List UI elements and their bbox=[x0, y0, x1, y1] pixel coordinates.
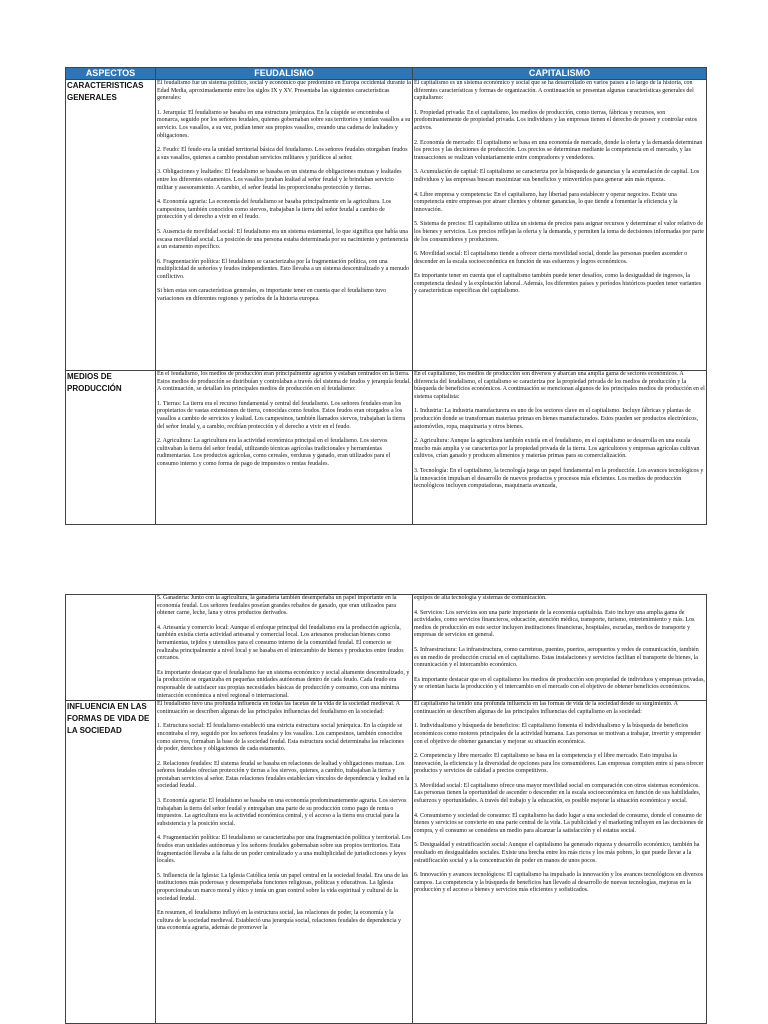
paragraph: 5. Ganadería: Junto con la agricultura, la ganadería también desempeñaba un papel importante en la economía feudal. Los señores feudales poseían grandes rebaños de ganado, que eran utilizados para obtener carne, leche, lana y otros productos derivados. bbox=[157, 595, 397, 617]
row-medios-continued bbox=[66, 595, 707, 701]
paragraph: 2. Relaciones feudales: El sistema feudal se basaba en relaciones de lealtad y obligaciones mutuas. Los señores feudales ofrecían protección y tierras a los siervos, quienes, a cambio, trabajaban la tierra y prestaban servicios al señor. Estas relaciones feudales establecían vínculos de dependencia y lealtad en la sociedad feudal. bbox=[157, 760, 410, 790]
paragraph: 2. Competencia y libre mercado: El capitalismo se basa en la competencia y el libre mercado. Esto impulsa la innovación, la eficiencia y la diversidad de opciones para los consumidores. Las empresas compiten entre sí para ofrecer productos y servicios de calidad a precios competitivos. bbox=[414, 753, 704, 775]
cell-influencia-capitalismo bbox=[413, 701, 707, 1024]
paragraph: En resumen, el feudalismo influyó en la estructura social, las relaciones de poder, la economía y la cultura de la sociedad medieval. Estableció una jerarquía social, relaciones feudales de dependencia y una economía agraria, además de promover la bbox=[157, 910, 402, 932]
aspect-label-caracteristicas: CARACTERISTICAS GENERALES bbox=[66, 80, 156, 371]
row-medios bbox=[66, 371, 707, 525]
paragraph: 5. Sistema de precios: El capitalismo utiliza un sistema de precios para asignar recursos y determinar el valor relativo de los bienes y servicios. Los precios reflejan la oferta y la demanda, y permiten la toma de decisiones informadas por parte de los consumidores y productores. bbox=[414, 221, 704, 243]
paragraph: 3. Acumulación de capital: El capitalismo se caracteriza por la búsqueda de ganancias y la acumulación de capital. Los individuos y las empresas buscan maximizar sus beneficios y reinvertirlos para generar aún más riqueza. bbox=[414, 169, 700, 183]
cell-medios-feudalismo bbox=[156, 371, 413, 525]
comparison-table-page-1 bbox=[65, 67, 707, 525]
paragraph: El feudalismo tuvo una profunda influencia en todas las facetas de la vida de la sociedad medieval. A continuación se describen algunas de las principales influencias del feudalismo en la sociedad: bbox=[157, 701, 400, 715]
paragraph: 4. Fragmentación política: El feudalismo se caracterizaba por una fragmentación política y territorial. Los feudos eran unidades autónomas y los señores feudales gobernaban sobre sus propios territorios. Esta fragmentación llevaba a la falta de un poder centralizado y a una multiplicidad de jurisdicciones y leyes locales. bbox=[157, 835, 411, 865]
paragraph: 6. Innovación y avances tecnológicos: El capitalismo ha impulsado la innovación y los avances tecnológicos en diversos campos. La competencia y la búsqueda de beneficios han llevado al desarrollo de nuevas tecnologías, mejoras en la producción y el acceso a bienes y servicios más eficientes y sofisticados. bbox=[414, 872, 704, 894]
row-influencia bbox=[66, 701, 707, 1024]
header-feudalismo: FEUDALISMO bbox=[156, 68, 413, 80]
paragraph: 4. Libre empresa y competencia: En el capitalismo, hay libertad para establecer y operar negocios. Existe una competencia entre empresas por atraer clientes y obtener ganancias, lo que tiende a fomentar la eficiencia y la innovación. bbox=[414, 191, 678, 213]
aspect-label-medios: MEDIOS DE PRODUCCIÓN bbox=[66, 371, 156, 525]
paragraph: 5. Desigualdad y estratificación social: Aunque el capitalismo ha generado riqueza y desarrollo económico, también ha resultado en desigualdades sociales. Existe una brecha entre los más ricos y los más pobres, lo que puede llevar a la estratificación social y a la concentración de poder en manos de unos pocos. bbox=[414, 842, 700, 864]
aspect-label-influencia: INFLUENCIA EN LAS FORMAS DE VIDA DE LA SOCIEDAD bbox=[66, 701, 156, 1024]
aspect-label-medios-continued bbox=[66, 595, 156, 701]
paragraph: 4. Servicios: Los servicios son una parte importante de la economía capitalista. Esto incluye una amplia gama de actividades, como servicios financieros, educación, atención médica, transporte, turismo, entretenimiento y más. Los medios de producción en este sector incluyen instituciones financieras, hospitales, escuelas, medios de transporte y empresas de servicios en general. bbox=[414, 609, 695, 639]
paragraph: 4. Artesanía y comercio local: Aunque el enfoque principal del feudalismo era la producción agrícola, también existía cierta actividad artesanal y comercial local. Los artesanos producían bienes como herramientas, tejidos y utensilios para el consumo interno de la comunidad feudal. El comercio se realizaba principalmente a nivel local y se basaba en el intercambio de bienes y productos entre feudos cercanos. bbox=[157, 624, 404, 662]
paragraph: Es importante destacar que el feudalismo fue un sistema económico y social altamente descentralizado, y la producción se organizaba en pequeñas unidades autónomas dentro de cada feudo. Cada feudo era responsable de satisfacer sus propias necesidades básicas de producción y consumo, con una mínima interacción económica a nivel regional o internacional. bbox=[157, 669, 410, 699]
row-caracteristicas bbox=[66, 80, 707, 371]
paragraph: 1. Individualismo y búsqueda de beneficios: El capitalismo fomenta el individualismo y la búsqueda de beneficios económicos como motores principales de la actividad humana. Las personas se motivan a trabajar, invertir y emprender con el objetivo de obtener ganancias y mejorar su situación económica. bbox=[414, 723, 701, 745]
cell-medios-cont-capitalismo bbox=[413, 595, 707, 701]
paragraph: El capitalismo es un sistema económico y social que se ha desarrollado en varios países a lo largo de la historia, con diferentes características y formas de organización. A continuación se presentan algunas características generales del capitalismo: bbox=[414, 80, 694, 102]
paragraph: 1. Tierras: La tierra era el recurso fundamental y central del feudalismo. Los señores feudales eran los propietarios de vastas extensiones de tierra, conocidas como feudos. Estos feudos eran otorgados a los vasallos a cambio de servicios y lealtad. Los campesinos, también llamados siervos, trabajaban la tierra del señor feudal y, a cambio, recibían protección y el derecho a vivir en el feudo. bbox=[157, 400, 406, 430]
paragraph: En el capitalismo, los medios de producción son diversos y abarcan una amplia gama de sectores económicos. A diferencia del feudalismo, el capitalismo se caracteriza por la propiedad privada de los medios de producción y la búsqueda de beneficios económicos. A continuación se mencionan algunos de los principales medios de producción en el sistema capitalista: bbox=[414, 371, 705, 400]
paragraph: Es importante destacar que en el capitalismo los medios de producción son propiedad de individuos y empresas privadas, y se orientan hacia la producción y el intercambio en el mercado con el objetivo de obtener beneficios económicos. bbox=[414, 676, 705, 691]
paragraph: Es importante tener en cuenta que el capitalismo también puede tener desafíos, como la desigualdad de ingresos, la competencia desleal y la explotación laboral. Además, los diferentes países y períodos históricos pueden tener variantes y características específicas del capitalismo. bbox=[414, 273, 702, 295]
paragraph: 1. Industria: La industria manufacturera es uno de los sectores clave en el capitalismo. Incluye fábricas y plantas de producción donde se transforman materias primas en bienes manufacturados. Estos pueden ser productos electrónicos, automóviles, ropa, maquinaria y otros bienes. bbox=[414, 408, 699, 430]
header-aspectos: ASPECTOS bbox=[66, 68, 156, 80]
cell-caracteristicas-capitalismo bbox=[413, 80, 707, 371]
paragraph: 4. Economía agraria: La economía del feudalismo se basaba principalmente en la agricultura. Los campesinos, también conocidos como siervos, trabajaban la tierra del señor feudal a cambio de protección y el derecho a vivir en el feudo. bbox=[157, 199, 392, 221]
paragraph: 6. Fragmentación política: El feudalismo se caracterizaba por la fragmentación política, con una multiplicidad de señoríos y feudos independientes. Esto llevaba a un sistema descentralizado y a menudo conflictivo. bbox=[157, 258, 410, 280]
cell-caracteristicas-feudalismo bbox=[156, 80, 413, 371]
paragraph: Si bien estas son características generales, es importante tener en cuenta que el feudalismo tuvo variaciones en diferentes regiones y períodos de la historia europea. bbox=[157, 288, 387, 303]
paragraph: 3. Tecnología: En el capitalismo, la tecnología juega un papel fundamental en la producción. Los avances tecnológicos y la innovación impulsan el desarrollo de nuevos productos y procesos más eficientes. Los medios de producción tecnológicos incluyen computadoras, maquinaria avanzada, bbox=[414, 467, 704, 490]
paragraph: 2. Agricultura: La agricultura era la actividad económica principal en el feudalismo. Los siervos cultivaban la tierra del señor feudal, utilizando técnicas agrícolas tradicionales y herramientas rudimentarias. Los productos agrícolas, como cereales, verduras y ganado, eran utilizados para el consumo interno y como forma de pago de impuestos o rentas feudales. bbox=[157, 438, 391, 467]
cell-medios-cont-feudalismo bbox=[156, 595, 413, 701]
paragraph: 3. Economía agraria: El feudalismo se basaba en una economía predominantemente agraria. Los siervos trabajaban la tierra del señor feudal y entregaban una parte de su producción como pago de renta o impuestos. La agricultura era la actividad económica central, y el acceso a la tierra era crucial para la subsistencia y la posición social. bbox=[157, 798, 407, 827]
cell-influencia-feudalismo bbox=[156, 701, 413, 1024]
paragraph: 2. Feudo: El feudo era la unidad territorial básica del feudalismo. Los señores feudales otorgaban feudos a sus vasallos, quienes a cambio prestaban servicios militares y jurídicos al señor. bbox=[157, 147, 408, 161]
paragraph: 6. Movilidad social: El capitalismo tiende a ofrecer cierta movilidad social, donde las personas pueden ascender o descender en la escala socioeconómica en función de sus esfuerzos y logros económicos. bbox=[414, 251, 688, 265]
paragraph: En el feudalismo, los medios de producción eran principalmente agrarios y estaban centrados en la tierra. Estos medios de producción se distribuían y controlaban a través del sistema de feudos y jerarquía feudal. A continuación, se detallan los principales medios de producción en el feudalismo: bbox=[157, 371, 411, 393]
paragraph: 3. Obligaciones y lealtades: El feudalismo se basaba en un sistema de obligaciones mutuas y lealtades entre los diferentes estamentos. Los vasallos juraban lealtad al señor feudal y le brindaban servicio militar y asesoramiento. A cambio, el señor feudal les proporcionaba protección y tierras. bbox=[157, 169, 402, 191]
paragraph: El feudalismo fue un sistema político, social y económico que predominó en Europa occidental durante la Edad Media, aproximadamente entre los siglos IX y XV. Presentaba las siguientes características generales: bbox=[157, 80, 411, 102]
comparison-table-page-2 bbox=[65, 594, 707, 1024]
paragraph: El capitalismo ha tenido una profunda influencia en las formas de vida de la sociedad desde su surgimiento. A continuación se describen algunas de las principales influencias del capitalismo en la sociedad: bbox=[414, 701, 678, 715]
header-row bbox=[66, 68, 707, 80]
paragraph: 5. Influencia de la Iglesia: La Iglesia Católica tenía un papel central en la sociedad feudal. Era una de las instituciones más poderosas y desempeñaba funciones religiosas, políticas y educativas. La Iglesia proporcionaba un marco moral y ético y tenía un gran control sobre la vida espiritual y cultural de la sociedad feudal. bbox=[157, 872, 409, 902]
paragraph: 4. Consumismo y sociedad de consumo: El capitalismo ha dado lugar a una sociedad de consumo, donde el consumo de bienes y servicios se convierte en una parte central de la vida. La publicidad y el marketing influyen en las decisiones de compra, y el consumo se considera un medio para alcanzar la satisfacción y el estatus social. bbox=[414, 812, 704, 834]
paragraph: 5. Ausencia de movilidad social: El feudalismo era un sistema estamental, lo que significa que había una escasa movilidad social. La posición de una persona estaba determinada por su nacimiento y pertenencia a un estamento específico. bbox=[157, 228, 409, 251]
paragraph: 3. Movilidad social: El capitalismo ofrece una mayor movilidad social en comparación con otros sistemas económicos. Las personas tienen la oportunidad de ascender o descender en la escala socioeconómica en función de sus habilidades, esfuerzos y oportunidades. A través del trabajo y la educación, es posible mejorar la situación económica y social. bbox=[414, 782, 701, 805]
paragraph: 1. Propiedad privada: En el capitalismo, los medios de producción, como tierras, fábricas y recursos, son predominantemente de propiedad privada. Los individuos y las empresas tienen el derecho de poseer y controlar estos activos. bbox=[414, 109, 698, 131]
paragraph: equipos de alta tecnología y sistemas de comunicación. bbox=[414, 595, 547, 601]
header-capitalismo: CAPITALISMO bbox=[413, 68, 707, 80]
paragraph: 1. Jerarquía: El feudalismo se basaba en una estructura jerárquica. En la cúspide se encontraba el monarca, seguido por los señores feudales, quienes gobernaban sobre sus territorios y tenían vasallos a su servicio. Los vasallos, a su vez, podían tener sus propios vasallos, creando una cadena de lealtades y obligaciones. bbox=[157, 109, 411, 139]
cell-medios-capitalismo bbox=[413, 371, 707, 525]
paragraph: 1. Estructura social: El feudalismo estableció una estricta estructura social jerárquica. En la cúspide se encontraba el rey, seguido por los señores feudales y los vasallos. Los campesinos, también conocidos como siervos, formaban la base de la sociedad feudal. Esta estructura social determinaba las relaciones de poder, derechos y obligaciones de cada estamento. bbox=[157, 723, 404, 753]
paragraph: 5. Infraestructura: La infraestructura, como carreteras, puentes, puertos, aeropuertos y redes de comunicación, también es un medio de producción crucial en el capitalismo. Estas instalaciones y servicios facilitan el transporte de bienes, la comunicación y el intercambio económico. bbox=[414, 646, 699, 669]
paragraph: 2. Economía de mercado: El capitalismo se basa en una economía de mercado, donde la oferta y la demanda determinan los precios y las decisiones de producción. Los precios se determinan mediante la competencia en el mercado, y las transacciones se realizan voluntariamente entre compradores y vendedores. bbox=[414, 139, 703, 161]
paragraph: 2. Agricultura: Aunque la agricultura también existía en el feudalismo, en el capitalismo se desarrolla en una escala mucho más amplia y se caracteriza por la propiedad privada de la tierra. Los agricultores y empresas agrícolas cultivan cultivos, crían ganado y producen alimentos y materias primas para su comercialización. bbox=[414, 438, 700, 460]
